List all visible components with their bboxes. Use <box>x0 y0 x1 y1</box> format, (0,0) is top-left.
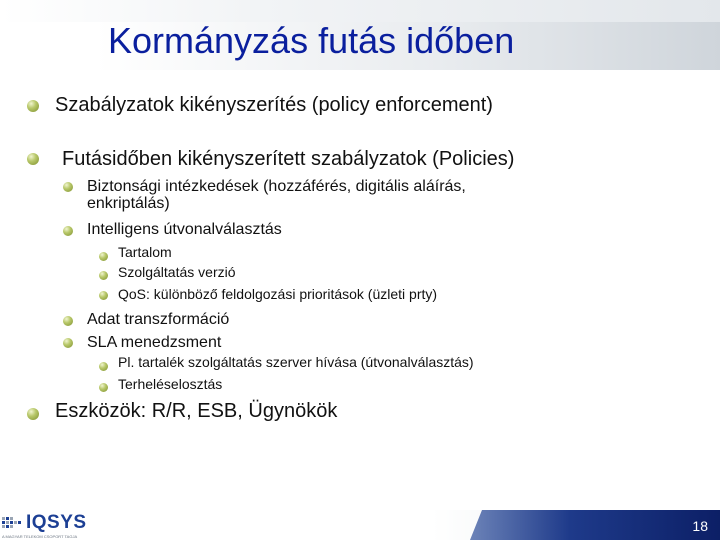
bullet-dot-icon <box>63 316 73 326</box>
bullet-dot-icon <box>63 226 73 236</box>
bullet-dot-icon <box>99 383 108 392</box>
bullet-dot-icon <box>63 182 73 192</box>
bullet-dot-icon <box>99 271 108 280</box>
slide-title: Kormányzás futás időben <box>108 20 515 61</box>
bullet-text: Intelligens útvonalválasztás <box>87 221 282 238</box>
bullet-text: Pl. tartalék szolgáltatás szerver hívása (útvonalválasztás) <box>118 354 474 370</box>
bullet-dot-icon <box>63 338 73 348</box>
bullet-text: Biztonsági intézkedések (hozzáférés, digitális aláírás, <box>87 178 466 195</box>
bullet-text-continued: enkriptálás) <box>87 195 170 212</box>
bullet-dot-icon <box>99 291 108 300</box>
logo-text: IQSYS <box>26 512 87 533</box>
top-band <box>0 0 720 22</box>
page-number: 18 <box>692 518 708 534</box>
bullet-text: Eszközök: R/R, ESB, Ügynökök <box>55 400 338 422</box>
bullet-text: Tartalom <box>118 244 172 260</box>
bullet-text: Futásidőben kikényszerített szabályzatok (Policies) <box>62 148 515 170</box>
bullet-text: Adat transzformáció <box>87 311 230 328</box>
bullet-text: Terheléselosztás <box>118 376 223 392</box>
bullet-dot-icon <box>99 252 108 261</box>
bullet-dot-icon <box>27 153 39 165</box>
bullet-dot-icon <box>99 362 108 371</box>
bullet-text: Szabályzatok kikényszerítés (policy enforcement) <box>55 94 493 116</box>
logo-tagline: A MAGYAR TELEKOM CSOPORT TAGJA <box>2 534 78 539</box>
bullet-dot-icon <box>27 100 39 112</box>
bullet-text: QoS: különböző feldolgozási prioritások (üzleti prty) <box>118 286 438 302</box>
bullet-text: SLA menedzsment <box>87 334 222 351</box>
iqsys-logo-icon <box>2 515 22 535</box>
bullet-text: Szolgáltatás verzió <box>118 264 236 280</box>
bullet-dot-icon <box>27 408 39 420</box>
footer-bar <box>470 510 720 540</box>
